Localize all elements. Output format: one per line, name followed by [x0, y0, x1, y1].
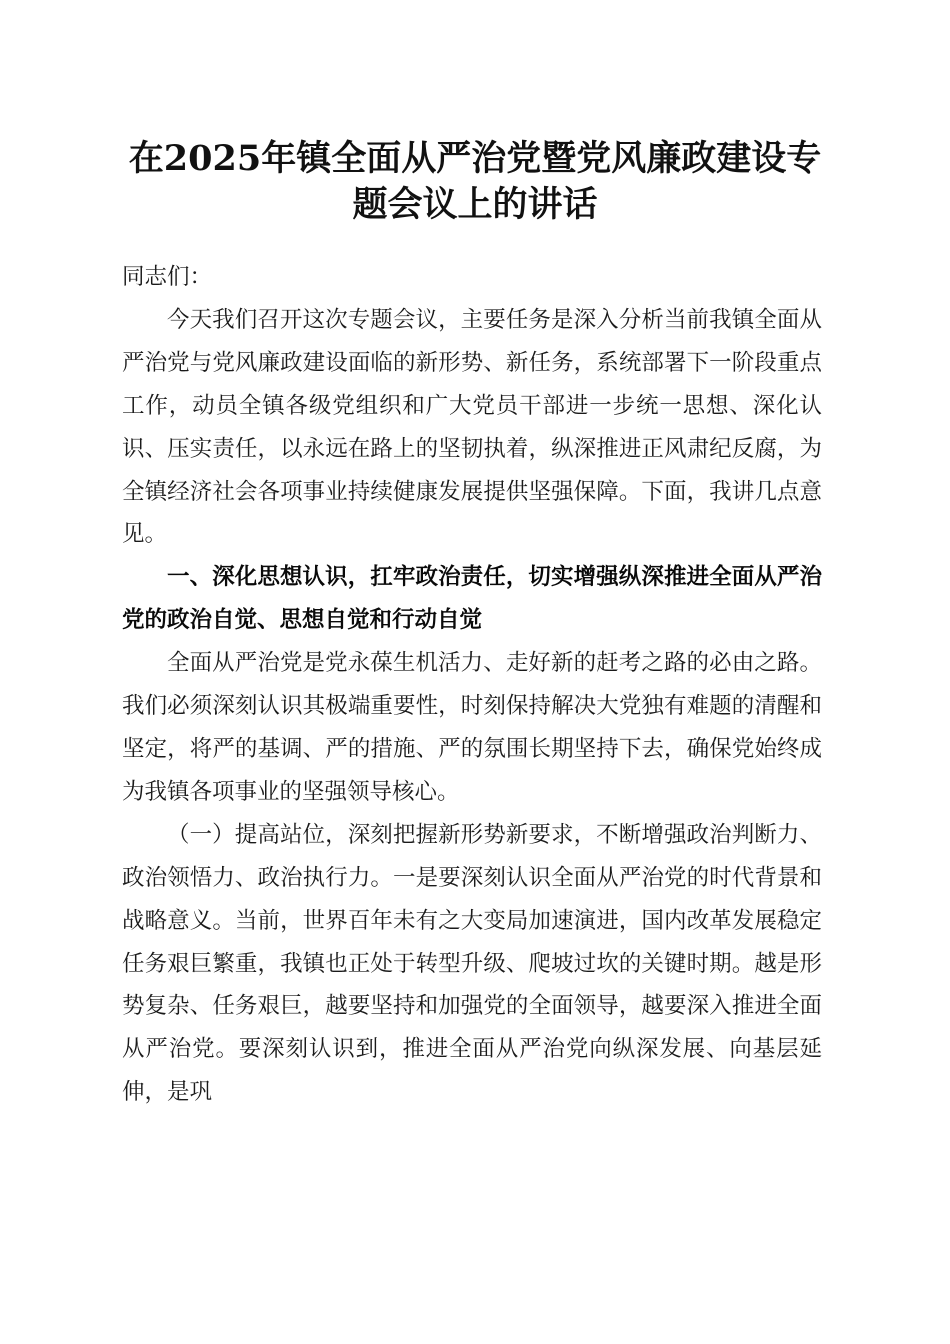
subsection-1-paragraph: （一）提高站位，深刻把握新形势新要求，不断增强政治判断力、政治领悟力、政治执行力。一是要深刻认识全面从严治党的时代背景和战略意义。当前，世界百年未有之大变局加速演进，国内改革发展稳定任务艰巨繁重，我镇也正处于转型升级、爬坡过坎的关键时期。越是形势复杂、任务艰巨，越要坚持和加强党的全面领导，越要深入推进全面从严治党。要深刻认识到，推进全面从严治党向纵深发展、向基层延伸，是巩 [122, 821, 822, 1106]
document-title [100, 136, 850, 228]
salutation: 同志们： [122, 264, 213, 290]
document-body [122, 256, 822, 1114]
section-1-paragraph: 全面从严治党是党永葆生机活力、走好新的赶考之路的必由之路。我们必须深刻认识其极端重要性，时刻保持解决大党独有难题的清醒和坚定，将严的基调、严的措施、严的氛围长期坚持下去，确保党始终成为我镇各项事业的坚强领导核心。 [122, 650, 822, 805]
title-line-2: 题会议上的讲话 [352, 184, 598, 225]
title-line-1: 在2025年镇全面从严治党暨党风廉政建设专 [128, 138, 822, 179]
intro-paragraph: 今天我们召开这次专题会议，主要任务是深入分析当前我镇全面从严治党与党风廉政建设面临的新形势、新任务，系统部署下一阶段重点工作，动员全镇各级党组织和广大党员干部进一步统一思想、深化认识、压实责任，以永远在路上的坚韧执着，纵深推进正风肃纪反腐，为全镇经济社会各项事业持续健康发展提供坚强保障。下面，我讲几点意见。 [122, 306, 822, 548]
section-heading-1: 一、深化思想认识，扛牢政治责任，切实增强纵深推进全面从严治党的政治自觉、思想自觉和行动自觉 [122, 564, 822, 634]
